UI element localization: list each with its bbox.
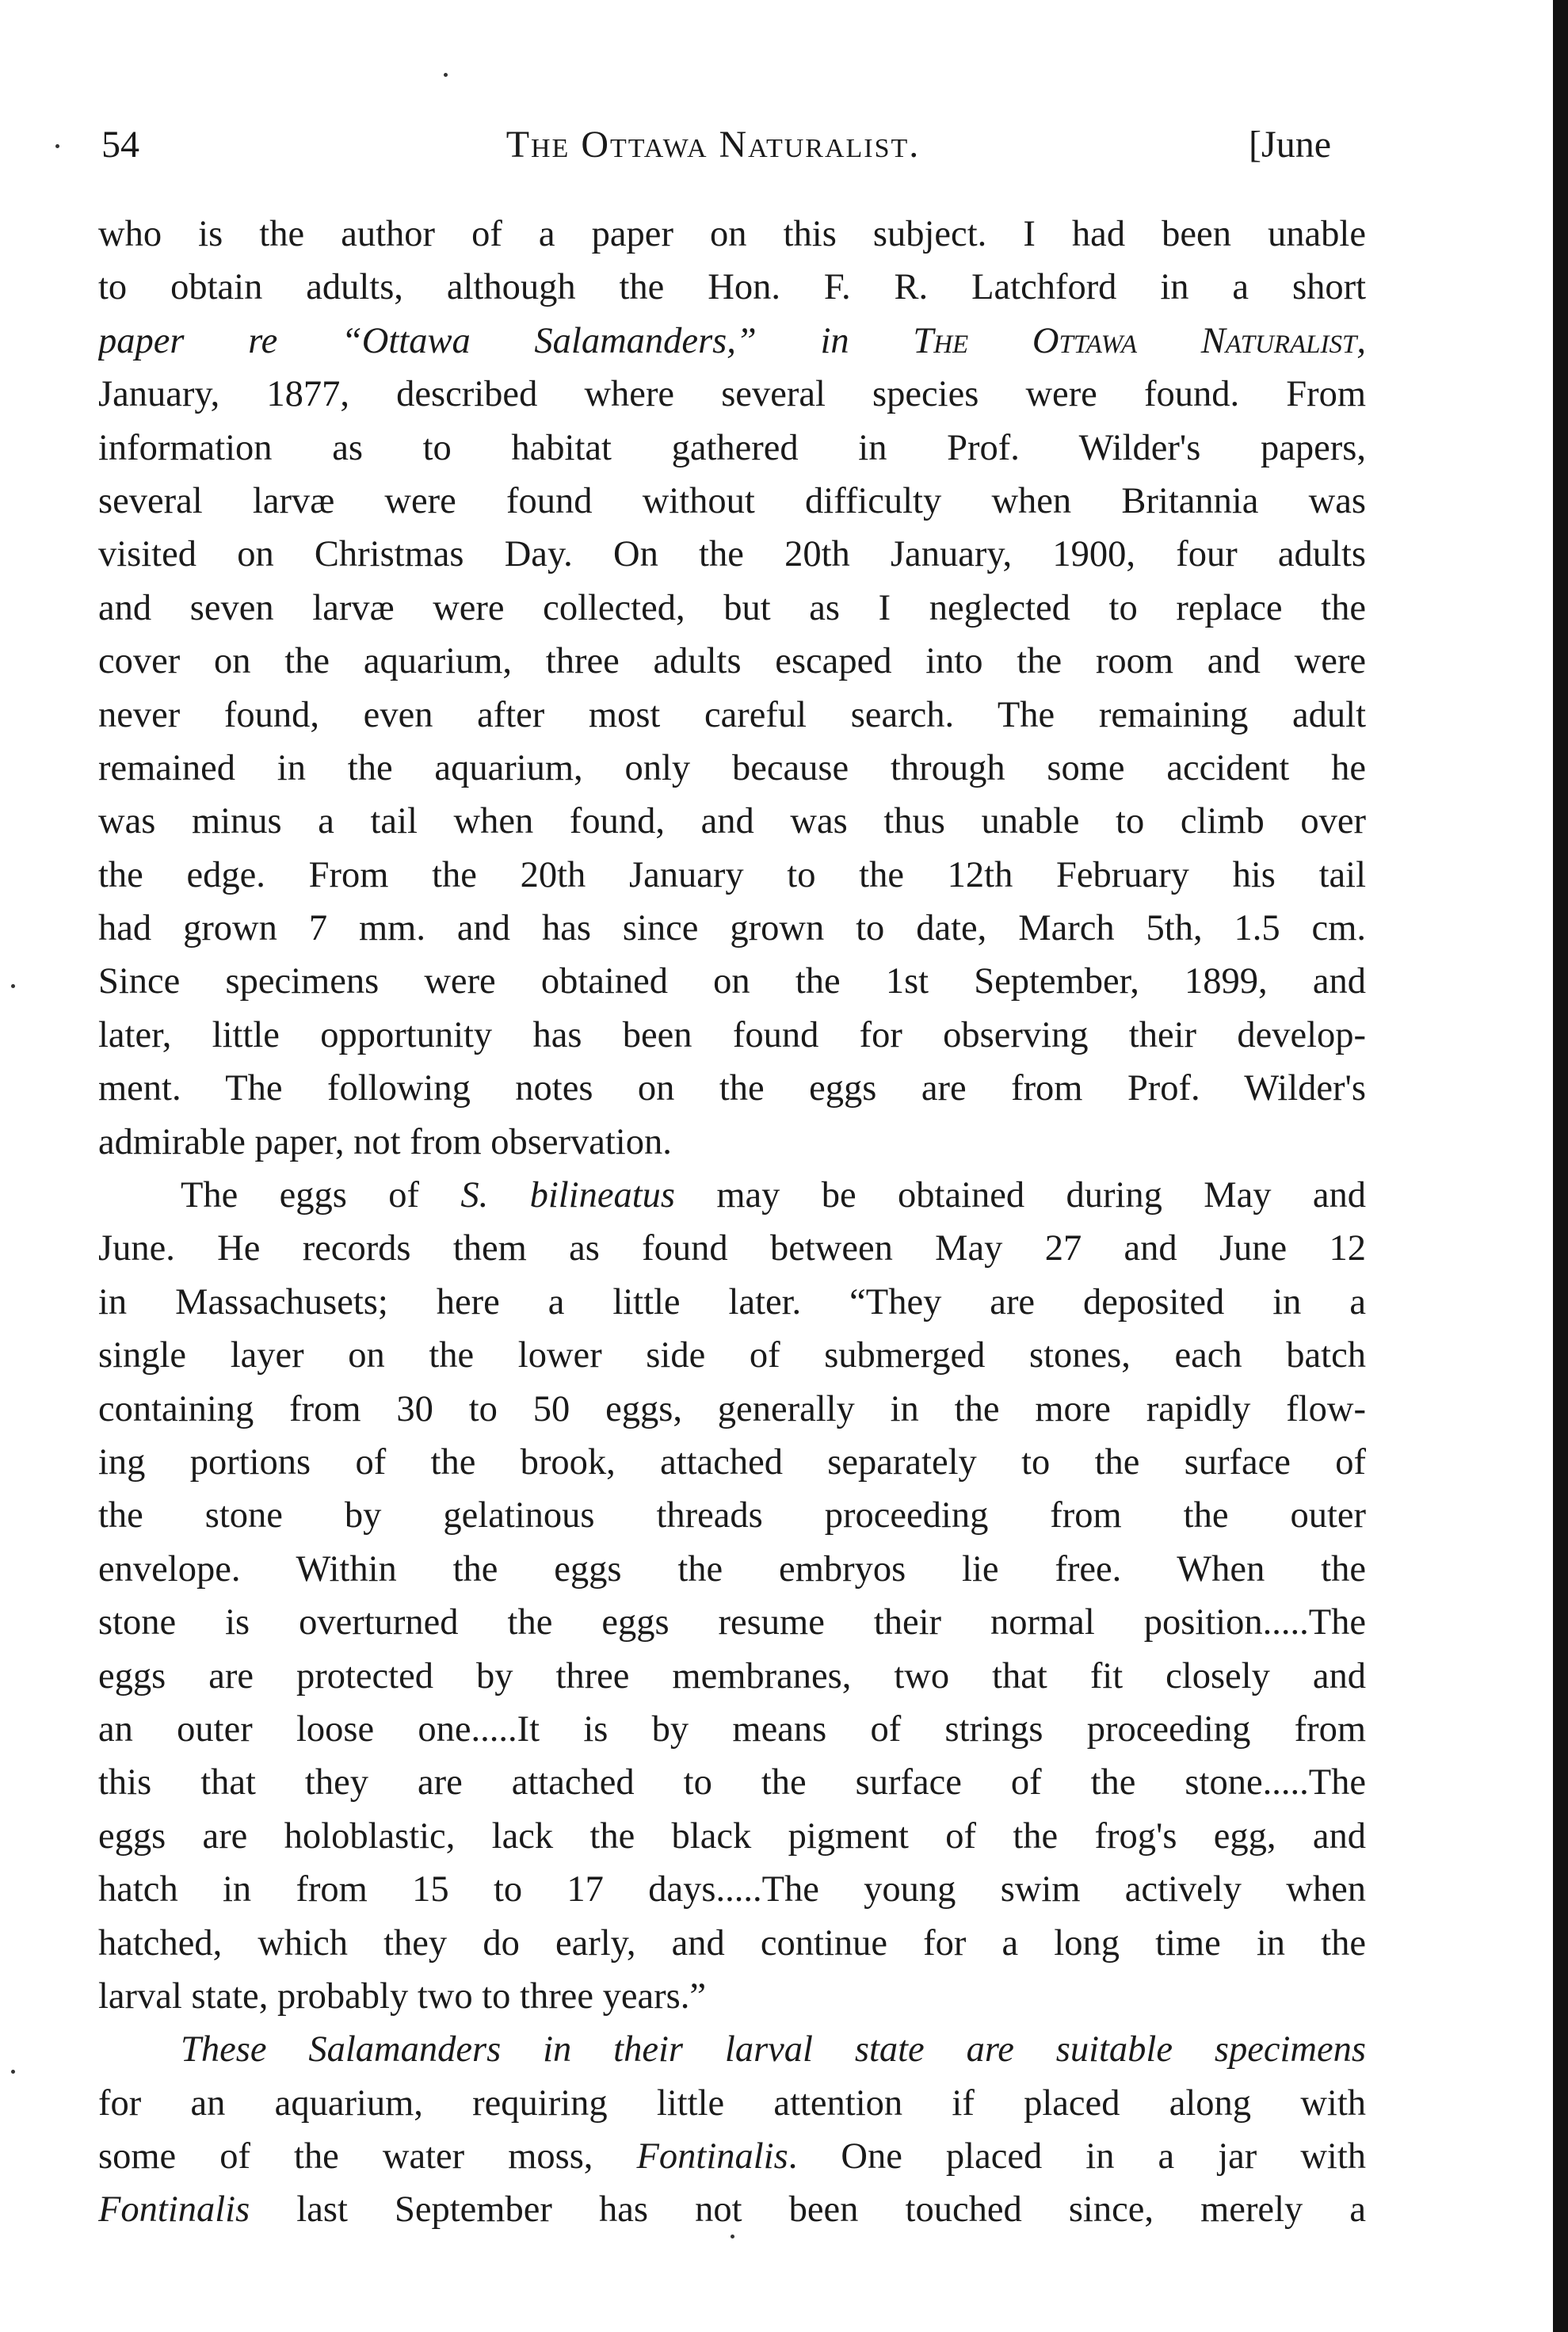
text-line: for an aquarium, requiring little attention if placed along with [98,2082,1366,2124]
scan-speck [11,2070,15,2074]
text-line: in Massachusets; here a little later. “They are deposited in a [98,1281,1366,1322]
running-title: The Ottawa Naturalist. [505,124,921,166]
article-body [98,208,1366,2237]
text-line: admirable paper, not from observation. [98,1121,672,1162]
text-line: containing from 30 to 50 eggs, generally in the more rapidly flow- [98,1388,1366,1429]
text-line [98,315,1366,368]
page-header [95,117,1331,173]
text-fragment: . One placed in a jar with [788,2136,1366,2177]
scan-speck [55,144,59,148]
scan-edge-shadow [1553,0,1568,2332]
text-line: never found, even after most careful search. The remaining adult [98,694,1366,735]
text-line: stone is overturned the eggs resume their normal position.....The [98,1602,1366,1643]
text-line: who is the author of a paper on this subject. I had been unable [98,214,1366,254]
text-line: this that they are attached to the surface of the stone.....The [98,1762,1366,1803]
genus-name: Fontinalis [98,2189,250,2231]
text-line: to obtain adults, although the Hon. F. R. Latchford in a short [98,267,1366,308]
section-mark: [June [1249,124,1331,166]
text-fragment: The eggs of [181,1175,461,1216]
text-fragment: last September has not been touched since, merely a [250,2189,1366,2231]
text-line: hatched, which they do early, and continue for a long time in the [98,1922,1366,1964]
text-line: cover on the aquarium, three adults escaped into the room and were [98,641,1366,682]
text-line: ing portions of the brook, attached separately to the surface of [98,1441,1366,1483]
text-line: January, 1877, described where several species were found. From [98,374,1366,415]
text-line: and seven larvæ were collected, but as I neglected to replace the [98,587,1366,628]
text-line: hatch in from 15 to 17 days.....The young swim actively when [98,1869,1366,1910]
text-line [98,1169,1366,1222]
species-name: S. bilineatus [460,1175,675,1216]
text-line: envelope. Within the eggs the embryos lie free. When the [98,1548,1366,1590]
text-line: an outer loose one.....It is by means of strings proceeding from [98,1708,1366,1750]
text-line: These Salamanders in their larval state are suitable specimens [181,2029,1366,2071]
text-line: eggs are protected by three membranes, two that fit closely and [98,1655,1366,1697]
page-number: 54 [101,124,139,166]
text-fragment: some of the water moss, [98,2136,637,2177]
text-line: later, little opportunity has been found for observing their develop- [98,1014,1366,1055]
text-line: remained in the aquarium, only because through some accident he [98,747,1366,788]
text-line: information as to habitat gathered in Prof. Wilder's papers, [98,427,1366,468]
text-line: the stone by gelatinous threads proceeding from the outer [98,1495,1366,1536]
journal-name: The Ottawa Naturalist, [913,320,1366,361]
italic-title: “Ottawa Salamanders,” in [341,320,914,361]
text-fragment: paper re [98,320,341,361]
text-line: Since specimens were obtained on the 1st September, 1899, and [98,961,1366,1002]
text-line: larval state, probably two to three years.” [98,1975,706,2017]
text-line: single layer on the lower side of submerged stones, each batch [98,1335,1366,1376]
text-line: eggs are holoblastic, lack the black pigment of the frog's egg, and [98,1815,1366,1857]
scan-speck [11,984,15,988]
text-fragment: may be obtained during May and [675,1175,1366,1216]
text-line [98,2130,1366,2183]
text-line: June. He records them as found between May 27 and June 12 [98,1228,1366,1269]
genus-name: Fontinalis [636,2136,788,2177]
text-line: visited on Christmas Day. On the 20th January, 1900, four adults [98,534,1366,575]
scan-speck [731,2235,734,2238]
scan-speck [444,73,448,77]
text-line: several larvæ were found without difficulty when Britannia was [98,480,1366,521]
text-line: ment. The following notes on the eggs are from Prof. Wilder's [98,1068,1366,1109]
text-line: the edge. From the 20th January to the 12th February his tail [98,854,1366,895]
text-line: had grown 7 mm. and has since grown to date, March 5th, 1.5 cm. [98,908,1366,949]
text-line: was minus a tail when found, and was thus unable to climb over [98,801,1366,842]
text-line [98,2183,1366,2236]
